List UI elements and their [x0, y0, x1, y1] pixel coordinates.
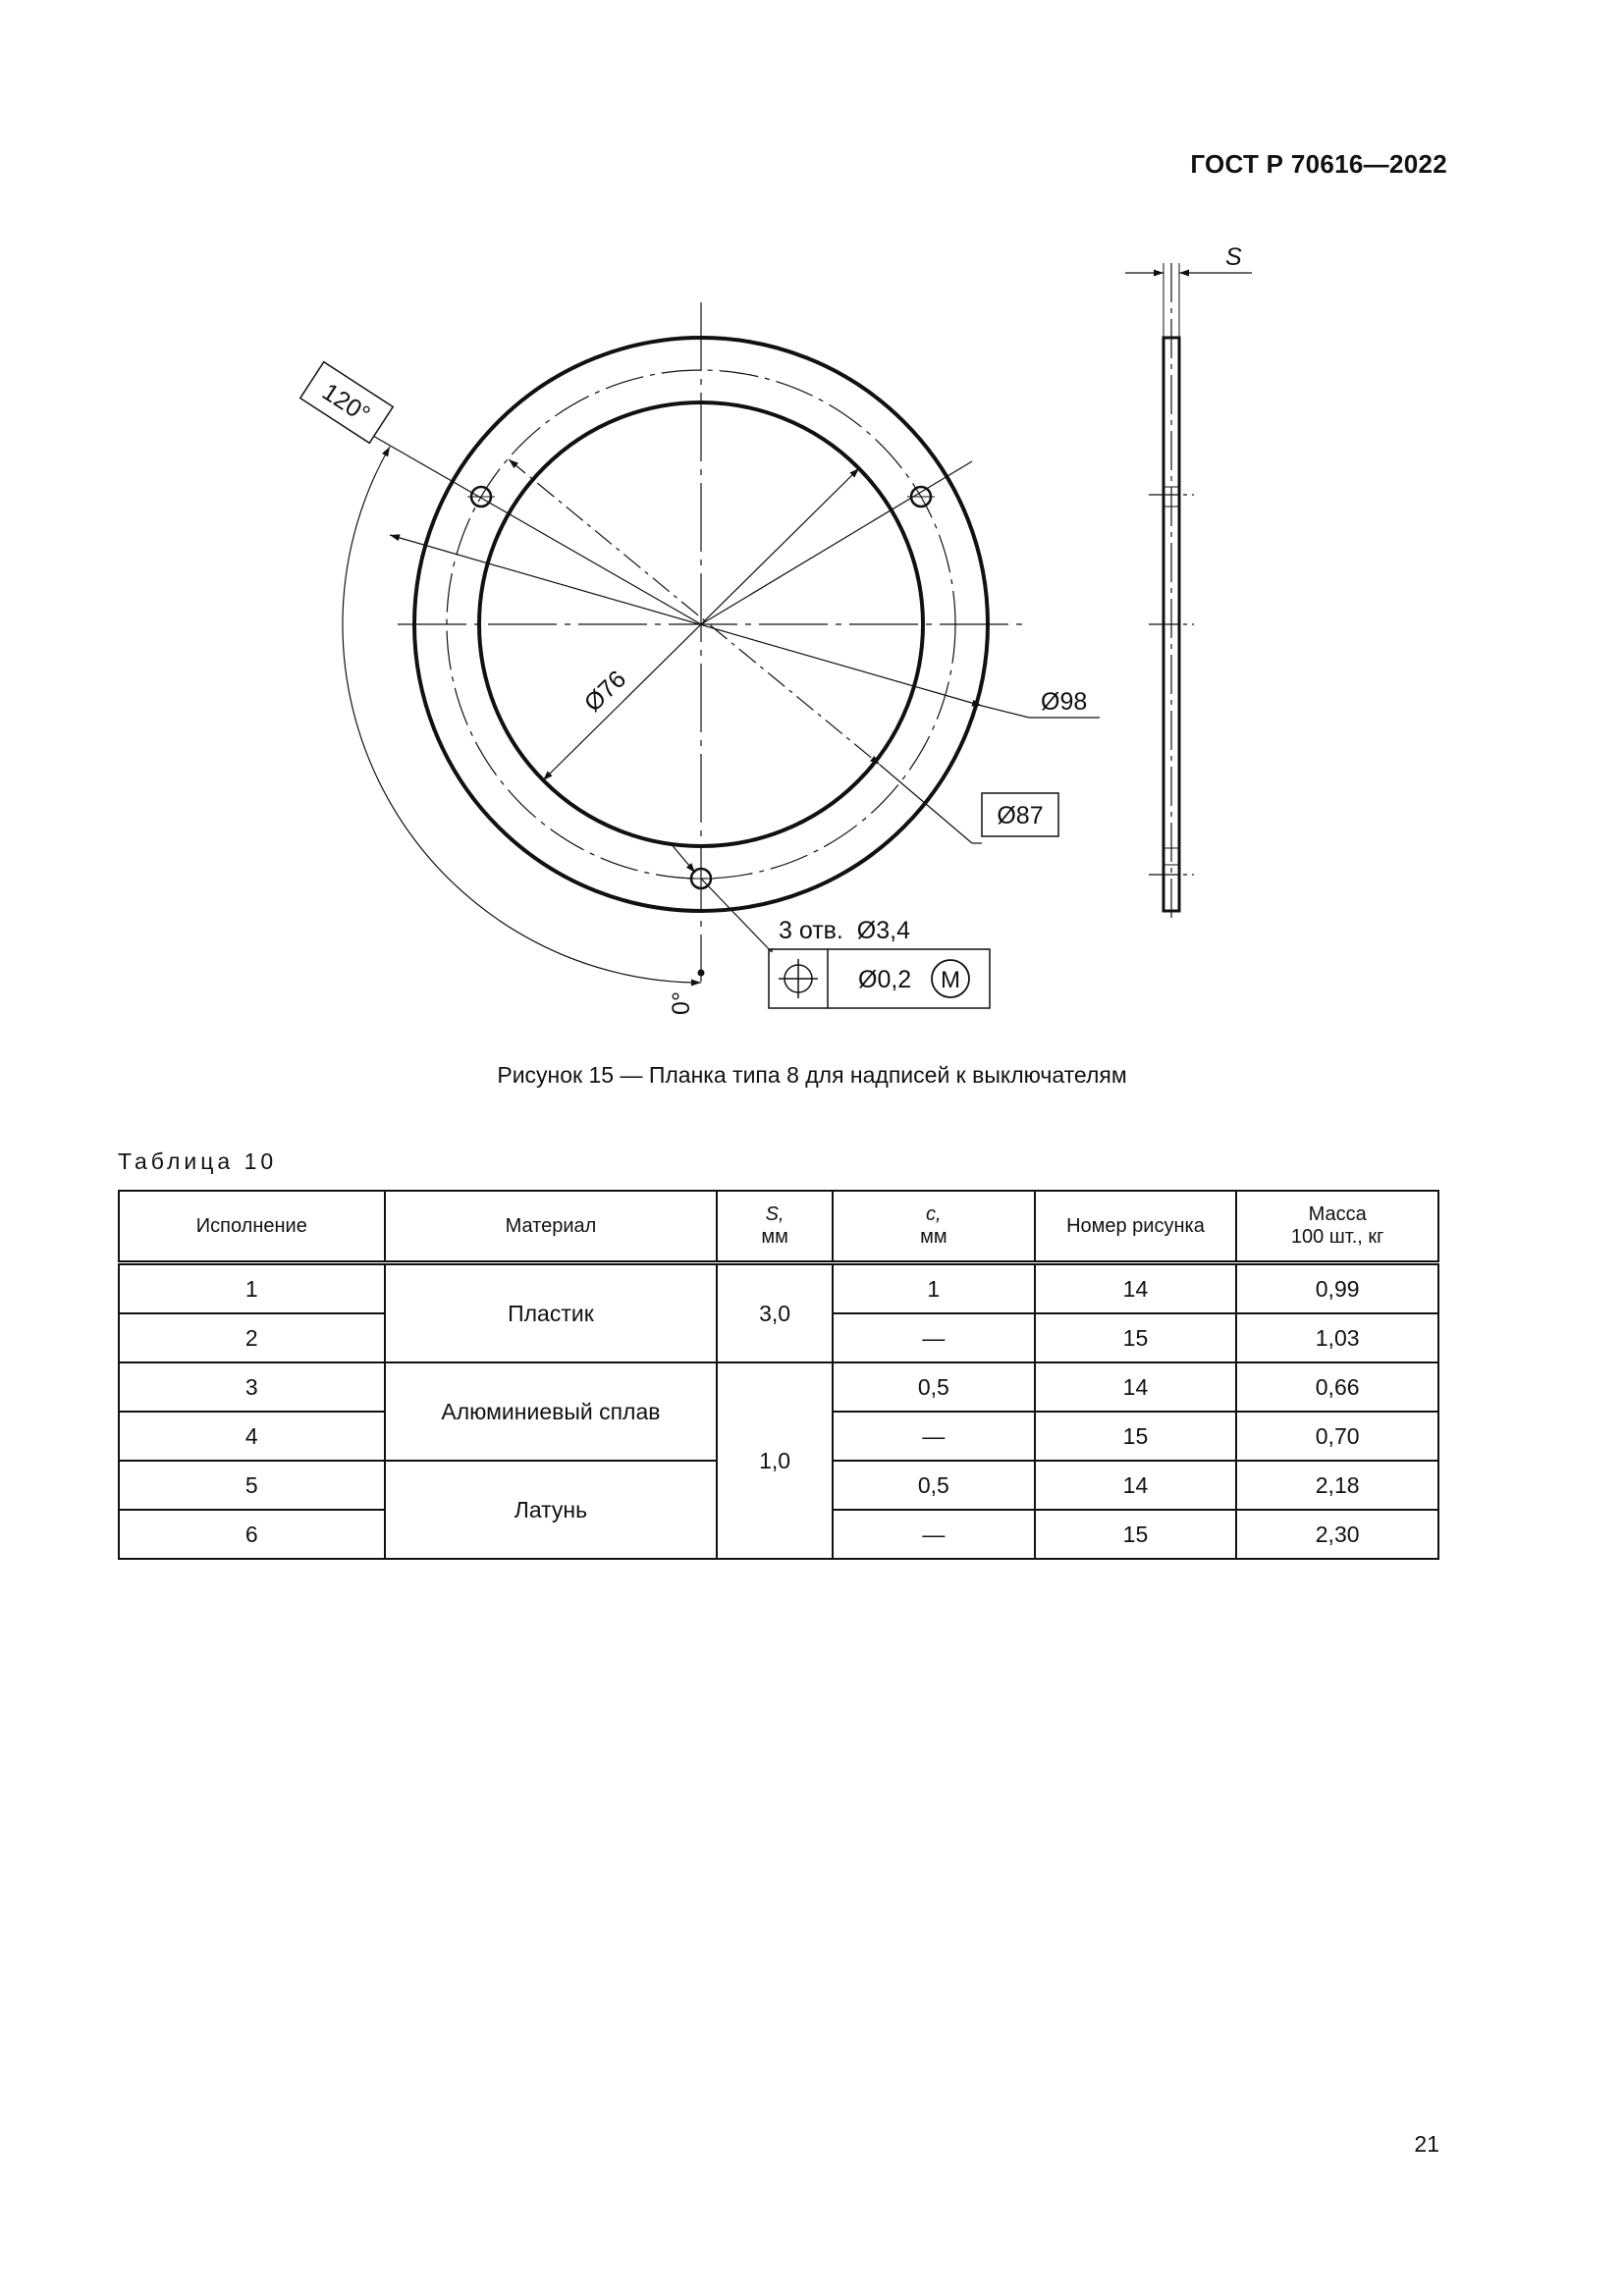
cell-c: 0,5 [833, 1362, 1035, 1412]
dia-holes-box [982, 793, 1058, 836]
cell-mass: 0,70 [1236, 1412, 1438, 1461]
spec-table [118, 1190, 1439, 1560]
cell-mass: 2,30 [1236, 1510, 1438, 1559]
page-number: 21 [1414, 2131, 1439, 2157]
cell-c: 1 [833, 1263, 1035, 1314]
cell-material: Латунь [385, 1461, 718, 1559]
cell-mass: 1,03 [1236, 1313, 1438, 1362]
cell-c: 0,5 [833, 1461, 1035, 1510]
technical-drawing [0, 0, 1624, 1050]
table-label: Таблица 10 [118, 1148, 278, 1174]
table-row [119, 1263, 1438, 1314]
cell-figure: 14 [1035, 1461, 1237, 1510]
cell-c: — [833, 1313, 1035, 1362]
header-mass: Масса 100 шт., кг [1236, 1191, 1438, 1263]
angle-label-box [300, 362, 393, 444]
cell-variant: 4 [119, 1412, 385, 1461]
cell-c: — [833, 1412, 1035, 1461]
header-s: S, мм [717, 1191, 833, 1263]
front-view [343, 302, 1100, 983]
header-c: c, мм [833, 1191, 1035, 1263]
cell-material: Пластик [385, 1263, 718, 1363]
cell-variant: 5 [119, 1461, 385, 1510]
cell-mass: 0,99 [1236, 1263, 1438, 1314]
cell-figure: 14 [1035, 1362, 1237, 1412]
dia-holes-label: Ø87 [997, 802, 1044, 829]
cell-mass: 0,66 [1236, 1362, 1438, 1412]
cell-variant: 6 [119, 1510, 385, 1559]
cell-s: 1,0 [717, 1362, 833, 1559]
thickness-label: S [1225, 243, 1242, 271]
header-variant: Исполнение [119, 1191, 385, 1263]
tolerance-modifier: M [941, 967, 960, 993]
angle-arc-120 [343, 447, 701, 983]
table-row [119, 1362, 1438, 1412]
cell-s: 3,0 [717, 1263, 833, 1363]
tolerance-value: Ø0,2 [858, 966, 912, 993]
figure-caption: Рисунок 15 — Планка типа 8 для надписей к выключателям [497, 1062, 1127, 1088]
cell-figure: 15 [1035, 1313, 1237, 1362]
zero-angle-label: 0° [668, 991, 695, 1015]
cell-variant: 1 [119, 1263, 385, 1314]
cell-mass: 2,18 [1236, 1461, 1438, 1510]
side-view [1125, 263, 1252, 924]
cell-variant: 3 [119, 1362, 385, 1412]
header-figure: Номер рисунка [1035, 1191, 1237, 1263]
cell-figure: 14 [1035, 1263, 1237, 1314]
dia-inner-label: Ø76 [578, 665, 632, 718]
standard-header: ГОСТ Р 70616—2022 [1190, 149, 1447, 179]
holes-note: 3 отв. Ø3,4 [779, 917, 910, 944]
dia-outer-label: Ø98 [1041, 688, 1088, 716]
header-material: Материал [385, 1191, 718, 1263]
dim-line-d87 [509, 459, 880, 765]
angle-label: 120° [317, 378, 375, 429]
cell-c: — [833, 1510, 1035, 1559]
cell-material: Алюминиевый сплав [385, 1362, 718, 1461]
table-header-row [119, 1191, 1438, 1263]
cell-figure: 15 [1035, 1412, 1237, 1461]
cell-figure: 15 [1035, 1510, 1237, 1559]
cell-variant: 2 [119, 1313, 385, 1362]
